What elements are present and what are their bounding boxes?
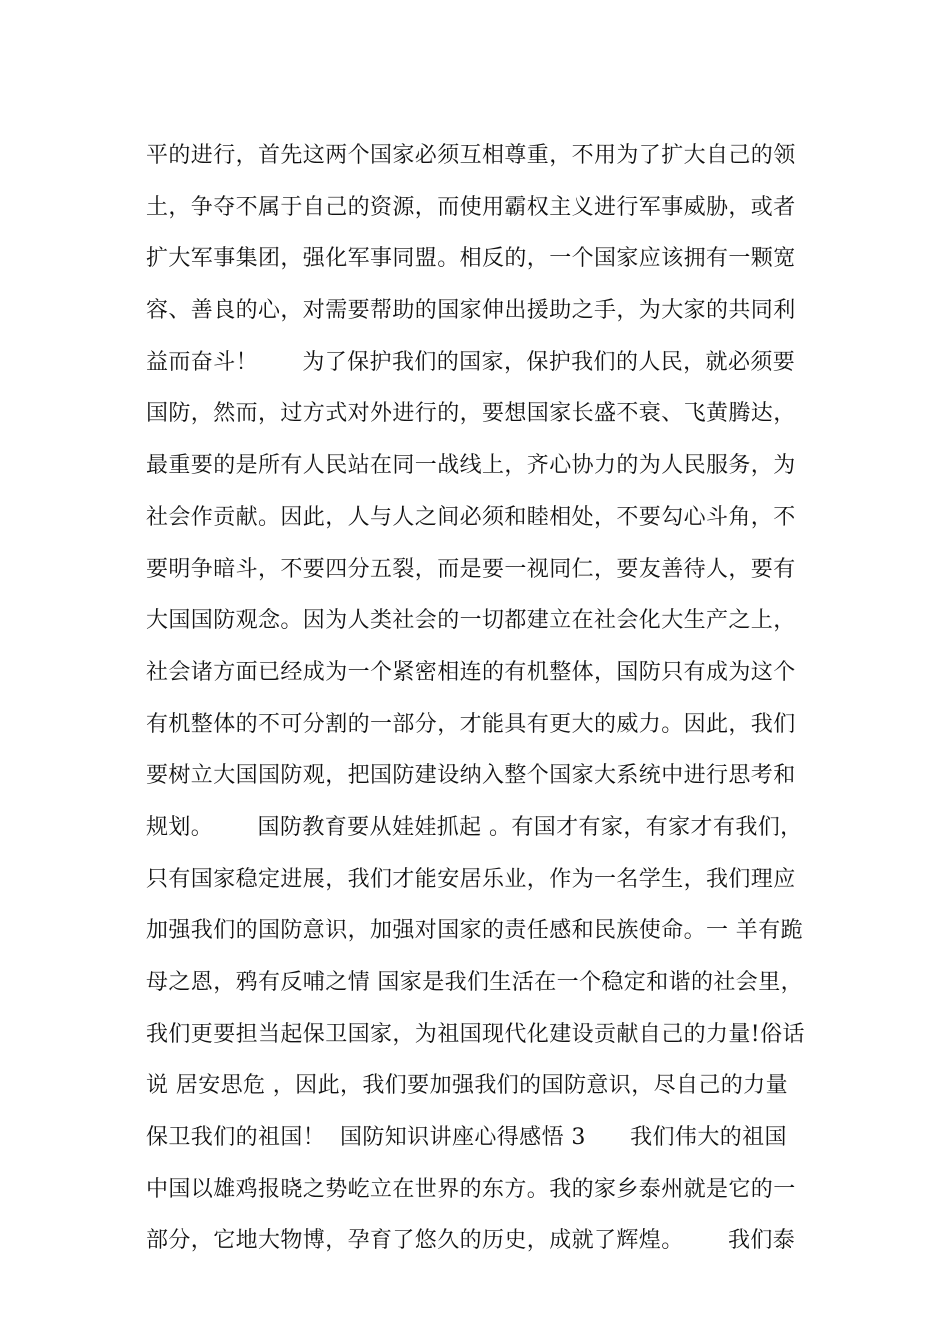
text-line: 母之恩，鸦有反哺之情 国家是我们生活在一个稳定和谐的社会里，	[146, 970, 803, 995]
text-line: 中国以雄鸡报晓之势屹立在世界的东方。我的家乡泰州就是它的一	[146, 1176, 796, 1202]
text-line: 大国国防观念。因为人类社会的一切都建立在社会化大生产之上，	[146, 608, 796, 634]
text-line: 规划。 国防教育要从娃娃抓起 。有国才有家，有家才有我们，	[146, 814, 803, 840]
text-line: 只有国家稳定进展，我们才能安居乐业，作为一名学生，我们理应	[146, 866, 796, 892]
text-line: 益而奋斗！ 为了保护我们的国家，保护我们的人民，就必须要	[146, 349, 796, 375]
text-line: 我们更要担当起保卫国家，为祖国现代化建设贡献自己的力量!俗话	[146, 1021, 805, 1047]
text-line: 说 居安思危 ，因此，我们要加强我们的国防意识，尽自己的力量	[146, 1073, 788, 1099]
text-line: 国防，然而，过方式对外进行的，要想国家长盛不衰、飞黄腾达，	[146, 401, 796, 427]
text-line: 有机整体的不可分割的一部分，才能具有更大的威力。因此，我们	[146, 711, 796, 737]
text-line: 容、善良的心，对需要帮助的国家伸出援助之手，为大家的共同利	[146, 298, 796, 324]
text-line: 要明争暗斗，不要四分五裂，而是要一视同仁，要友善待人，要有	[146, 556, 796, 582]
text-line: 加强我们的国防意识，加强对国家的责任感和民族使命。一 羊有跪	[146, 918, 803, 944]
text-line: 扩大军事集团，强化军事同盟。相反的，一个国家应该拥有一颗宽	[146, 246, 796, 272]
text-line: 保卫我们的祖国！ 国防知识讲座心得感悟 3 我们伟大的祖国	[146, 1125, 787, 1151]
text-line: 社会诸方面已经成为一个紧密相连的有机整体，国防只有成为这个	[146, 659, 796, 685]
text-line: 最重要的是所有人民站在同一战线上，齐心协力的为人民服务，为	[146, 453, 796, 479]
text-line: 部分，它地大物博，孕育了悠久的历史，成就了辉煌。 我们泰	[146, 1228, 796, 1254]
text-line: 土，争夺不属于自己的资源，而使用霸权主义进行军事威胁，或者	[146, 194, 796, 220]
body-text	[146, 130, 826, 1267]
text-line: 要树立大国国防观，把国防建设纳入整个国家大系统中进行思考和	[146, 763, 796, 789]
text-line: 平的进行，首先这两个国家必须互相尊重，不用为了扩大自己的领	[146, 143, 796, 168]
text-line: 社会作贡献。因此，人与人之间必须和睦相处，不要勾心斗角，不	[146, 504, 796, 530]
